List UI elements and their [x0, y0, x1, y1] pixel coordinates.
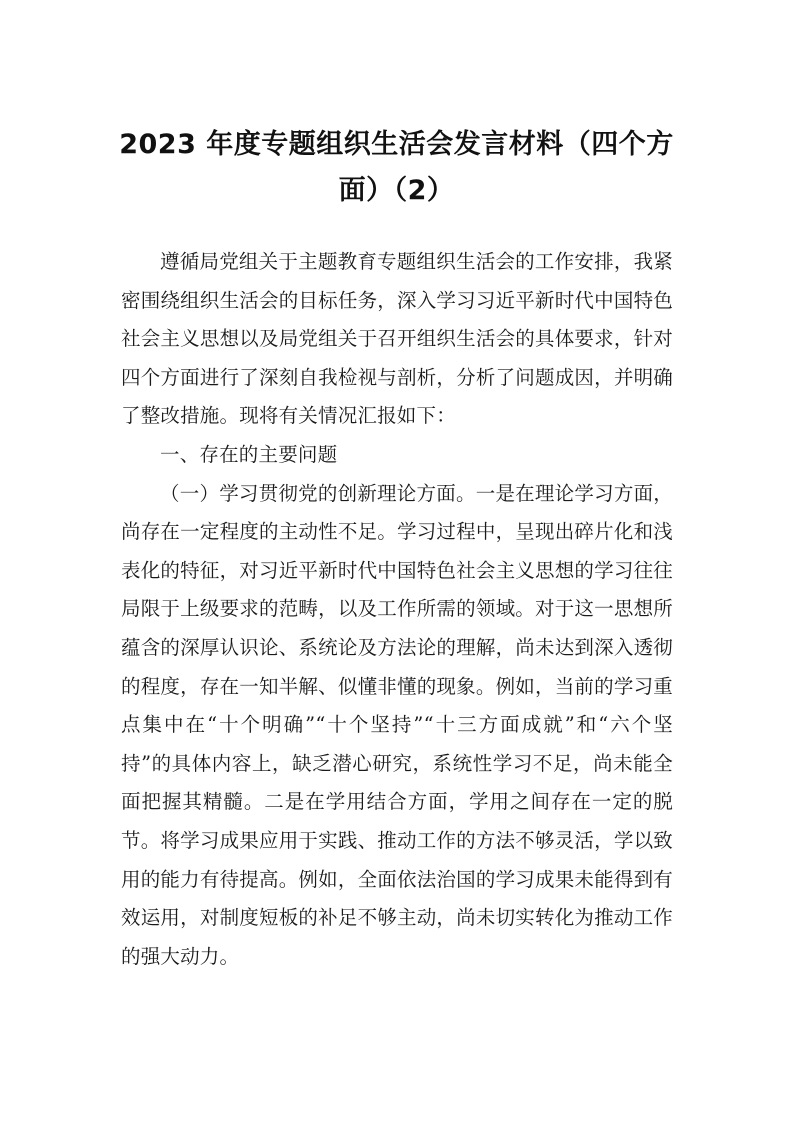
section-heading: 一、存在的主要问题 [160, 442, 338, 466]
document-body [121, 243, 673, 976]
intro-paragraph: 遵循局党组关于主题教育专题组织生活会的工作安排，我紧密围绕组织生活会的目标任务，深入学习习近平新时代中国特色社会主义思想以及局党组关于召开组织生活会的具体要求，针对四个方面进行了深刻自我检视与剖析，分析了问题成因，并明确了整改措施。现将有关情况汇报如下： [121, 250, 673, 428]
title-line-2: 面）（2） [338, 175, 455, 206]
title-line-1: 2023 年度专题组织生活会发言材料（四个方 [119, 129, 674, 160]
document-title [100, 122, 693, 214]
body-paragraph: （一）学习贯彻党的创新理论方面。一是在理论学习方面，尚存在一定程度的主动性不足。学习过程中，呈现出碎片化和浅表化的特征，对习近平新时代中国特色社会主义思想的学习往往局限于上级要求的范畴，以及工作所需的领域。对于这一思想所蕴含的深厚认识论、系统论及方法论的理解，尚未达到深入透彻的程度，存在一知半解、似懂非懂的现象。例如，当前的学习重点集中在“十个明确”“十个坚持”“十三方面成就”和“六个坚持”的具体内容上，缺乏潜心研究，系统性学习不足，尚未能全面把握其精髓。二是在学用结合方面，学用之间存在一定的脱节。将学习成果应用于实践、推动工作的方法不够灵活，学以致用的能力有待提高。例如，全面依法治国的学习成果未能得到有效运用，对制度短板的补足不够主动，尚未切实转化为推动工作的强大动力。 [121, 481, 673, 968]
